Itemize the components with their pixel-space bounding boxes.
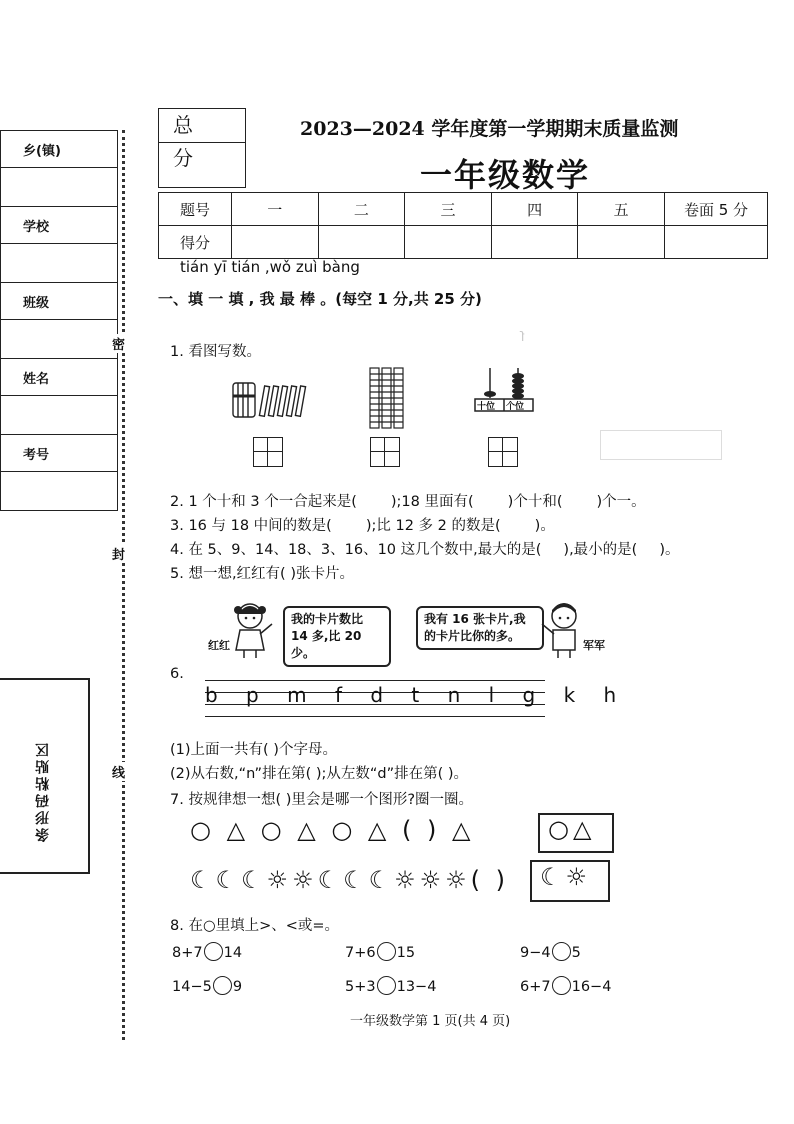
question-4: 4. 在 5、9、14、18、3、16、10 这几个数中,最大的是( ),最小的是( )。 [170,542,680,558]
compare-circle[interactable] [552,976,571,995]
compare-circle[interactable] [552,942,571,961]
writing-line [205,716,545,717]
answer-grid[interactable] [253,437,283,467]
choice-shapes-1: ○△ [548,815,596,843]
answer-grid[interactable] [370,437,400,467]
writing-line [205,680,545,681]
score-header-cell: 一 [232,193,319,226]
comparison-item: 9−4 5 [520,942,581,961]
boy-character-icon [540,600,586,660]
score-header-cell: 二 [318,193,405,226]
field-name-blank[interactable] [1,396,118,435]
choice-box-1[interactable] [538,813,614,853]
page-footer: 一年级数学第 1 页(共 4 页) [350,1014,511,1029]
score-header-cell: 题号 [159,193,232,226]
score-cell[interactable] [665,226,768,259]
score-cell[interactable] [491,226,578,259]
bleed-through-shapes [470,740,770,764]
question-6-part-2: (2)从右数,“n”排在第( );从左数“d”排在第( )。 [170,766,469,782]
score-table [158,192,768,259]
field-name: 姓名 [1,359,118,396]
barcode-label: 条形码粘贴区 [35,740,51,842]
bleed-through-box [600,430,722,460]
compare-circle[interactable] [377,942,396,961]
seal-char-feng: 封 [112,544,125,563]
choice-box-2[interactable] [530,860,610,902]
letters-row: b p m f d t n l g k h [205,683,628,707]
score-cell[interactable] [232,226,319,259]
seal-char-xian: 线 [112,762,125,781]
ten-rods-icon [368,366,404,430]
student-info-table [0,130,118,511]
score-row-label: 得分 [159,226,232,259]
score-cell[interactable] [405,226,492,259]
score-cell[interactable] [318,226,405,259]
total-score-label: 总 分 [159,109,245,143]
bleed-through: ſ [520,330,525,345]
question-7: 7. 按规律想一想( )里会是哪一个图形?圈一圈。 [170,792,474,808]
question-5: 5. 想一想,红红有( )张卡片。 [170,566,354,582]
comparison-item: 14−5 9 [172,976,242,995]
field-school: 学校 [1,207,118,244]
field-class: 班级 [1,283,118,320]
question-8: 8. 在○里填上>、<或=。 [170,918,340,934]
score-header-cell: 卷面 5 分 [665,193,768,226]
girl-name: 红红 [208,639,230,652]
seal-char-mi: 密 [112,334,125,353]
section-pinyin: tián yī tián ,wǒ zuì bàng [180,258,360,276]
speech-bubble-right: 我有 16 张卡片,我 的卡片比你的多。 [416,606,544,650]
score-header-cell: 四 [491,193,578,226]
seal-line [122,130,125,1040]
abacus-ones-label: 个位 [506,402,525,412]
field-class-blank[interactable] [1,320,118,359]
exam-title: 2023—2024 学年度第一学期期末质量监测 [300,118,679,140]
comparison-item: 8+7 14 [172,942,242,961]
answer-grid[interactable] [488,437,518,467]
exam-subtitle: 一年级数学 [420,156,591,194]
question-6-part-1: (1)上面一共有( )个字母。 [170,742,337,758]
comparison-item: 6+7 16−4 [520,976,611,995]
speech-bubble-left: 我的卡片数比 14 多,比 20 少。 [283,606,391,667]
question-1: 1. 看图写数。 [170,344,261,360]
girl-character-icon [230,600,276,660]
total-score-box [158,108,246,188]
field-exam-number: 考号 [1,435,118,472]
field-school-blank[interactable] [1,244,118,283]
comparison-item: 7+6 15 [345,942,415,961]
shape-pattern-1: ○ △ ○ △ ○ △ ( ) △ [190,816,475,844]
field-exam-number-blank[interactable] [1,472,118,511]
compare-circle[interactable] [377,976,396,995]
score-cell[interactable] [578,226,665,259]
choice-shapes-2: ☾☼ [540,863,592,891]
field-township-blank[interactable] [1,168,118,207]
abacus-tens-label: 十位 [477,402,496,412]
score-header-cell: 三 [405,193,492,226]
sticks-bundle-icon [228,378,308,420]
compare-circle[interactable] [213,976,232,995]
question-3: 3. 16 与 18 中间的数是( );比 12 多 2 的数是( )。 [170,518,555,534]
field-township: 乡(镇) [1,131,118,168]
boy-name: 军军 [583,639,605,652]
comparison-item: 5+3 13−4 [345,976,436,995]
section-title: 一、填 一 填 , 我 最 棒 。(每空 1 分,共 25 分) [158,290,482,308]
question-6: 6. [170,666,184,682]
shape-pattern-2: ☾☾☾☼☼☾☾☾☼☼☼( ) [190,866,510,894]
compare-circle[interactable] [204,942,223,961]
score-header-cell: 五 [578,193,665,226]
question-2: 2. 1 个十和 3 个一合起来是( );18 里面有( )个十和( )个一。 [170,494,646,510]
